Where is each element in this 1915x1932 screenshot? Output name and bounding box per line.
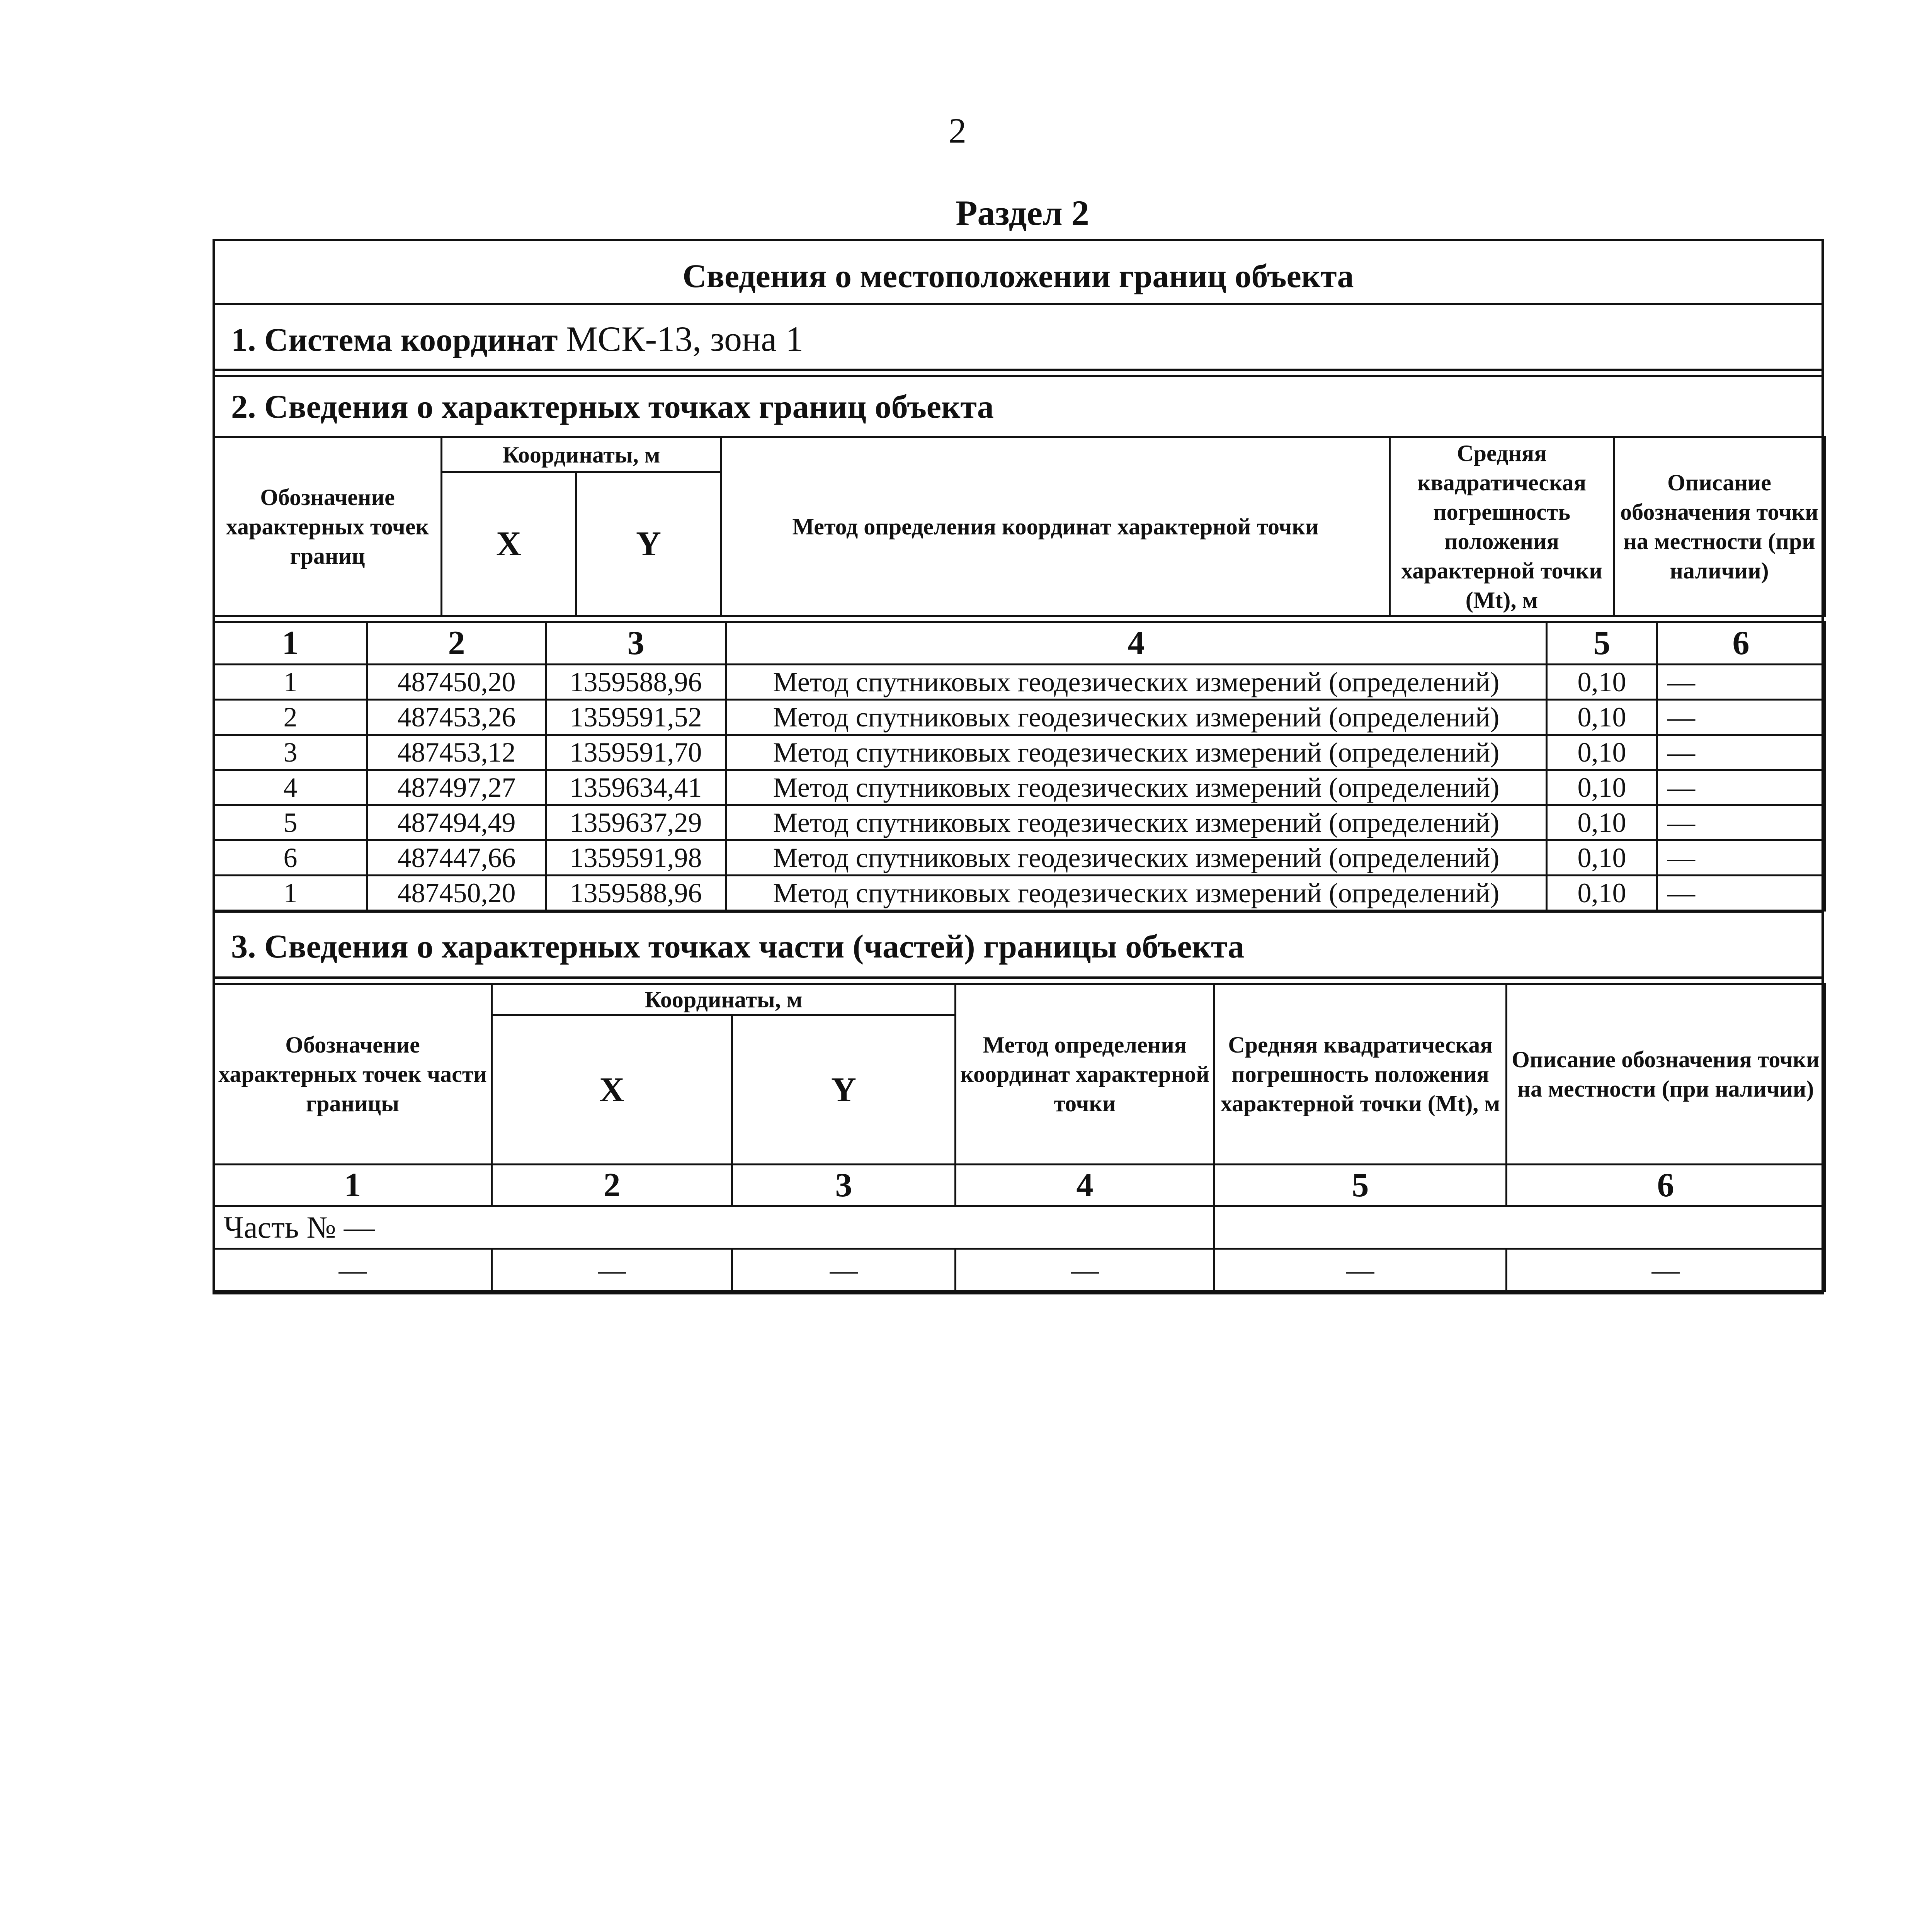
table-row (214, 665, 1825, 700)
point-x: 487450,20 (367, 876, 546, 911)
point-y: 1359634,41 (546, 770, 726, 805)
column-number: 3 (732, 1165, 956, 1206)
section3-header-table (213, 983, 1826, 1292)
header-x: X (442, 472, 576, 616)
column-number: 3 (546, 622, 726, 665)
coord-system-label: 1. Система координат (231, 321, 558, 358)
header-coordinates: Координаты, м (442, 437, 721, 472)
column-number: 6 (1657, 622, 1825, 665)
point-x: 487453,12 (367, 735, 546, 770)
header-x: X (492, 1015, 732, 1165)
column-number: 5 (1214, 1165, 1507, 1206)
table-row (214, 735, 1825, 770)
column-number: 4 (956, 1165, 1214, 1206)
header-y: Y (576, 472, 721, 616)
header-error: Средняя квадратическая погрешность положения характерной точки (Mt), м (1390, 437, 1614, 616)
empty-cell: — (214, 1249, 492, 1291)
point-description: — (1657, 876, 1825, 911)
point-x: 487497,27 (367, 770, 546, 805)
point-description: — (1657, 840, 1825, 876)
point-error: 0,10 (1547, 840, 1657, 876)
header-designation: Обозначение характерных точек части границы (214, 984, 492, 1165)
header-method: Метод определения координат характерной точки (956, 984, 1214, 1165)
column-number: 1 (214, 622, 367, 665)
table-row (214, 805, 1825, 840)
point-number: 2 (214, 700, 367, 735)
point-x: 487447,66 (367, 840, 546, 876)
point-y: 1359591,70 (546, 735, 726, 770)
column-number: 5 (1547, 622, 1657, 665)
point-x: 487494,49 (367, 805, 546, 840)
section-title: Раздел 2 (956, 193, 1089, 233)
point-error: 0,10 (1547, 770, 1657, 805)
column-number: 2 (492, 1165, 732, 1206)
header-coordinates: Координаты, м (492, 984, 956, 1015)
column-number: 4 (726, 622, 1547, 665)
point-description: — (1657, 805, 1825, 840)
table-row (214, 876, 1825, 911)
header-method: Метод определения координат характерной точки (721, 437, 1390, 616)
header-designation: Обозначение характерных точек границ (214, 437, 442, 616)
point-number: 1 (214, 665, 367, 700)
section2-points-table (213, 621, 1826, 912)
section2-header-table (213, 436, 1826, 617)
point-y: 1359588,96 (546, 665, 726, 700)
point-error: 0,10 (1547, 735, 1657, 770)
point-method: Метод спутниковых геодезических измерений (определений) (726, 700, 1547, 735)
point-y: 1359591,52 (546, 700, 726, 735)
header-error: Средняя квадратическая погрешность положения характерной точки (Mt), м (1214, 984, 1507, 1165)
point-y: 1359588,96 (546, 876, 726, 911)
empty-cell: — (956, 1249, 1214, 1291)
empty-cell: — (732, 1249, 956, 1291)
header-description: Описание обозначения точки на местности (при наличии) (1507, 984, 1825, 1165)
divider (215, 375, 1821, 377)
point-description: — (1657, 770, 1825, 805)
point-y: 1359591,98 (546, 840, 726, 876)
point-method: Метод спутниковых геодезических измерений (определений) (726, 805, 1547, 840)
header-y: Y (732, 1015, 956, 1165)
empty-cell: — (1214, 1249, 1507, 1291)
point-method: Метод спутниковых геодезических измерений (определений) (726, 876, 1547, 911)
frame-title: Сведения о местоположении границ объекта (682, 257, 1354, 294)
point-x: 487450,20 (367, 665, 546, 700)
point-error: 0,10 (1547, 876, 1657, 911)
table-row (214, 700, 1825, 735)
point-description: — (1657, 735, 1825, 770)
point-error: 0,10 (1547, 665, 1657, 700)
point-error: 0,10 (1547, 700, 1657, 735)
location-frame (213, 239, 1824, 1294)
point-number: 6 (214, 840, 367, 876)
point-number: 4 (214, 770, 367, 805)
table-row (214, 840, 1825, 876)
point-method: Метод спутниковых геодезических измерений (определений) (726, 665, 1547, 700)
divider (215, 910, 1821, 913)
table-row (214, 770, 1825, 805)
point-method: Метод спутниковых геодезических измерений (определений) (726, 840, 1547, 876)
divider (215, 976, 1821, 979)
divider (215, 369, 1821, 371)
empty-cell: — (1507, 1249, 1825, 1291)
point-description: — (1657, 700, 1825, 735)
empty-cell: — (492, 1249, 732, 1291)
section2-title: 2. Сведения о характерных точках границ объекта (231, 388, 994, 425)
page-number: 2 (949, 111, 966, 150)
point-x: 487453,26 (367, 700, 546, 735)
point-y: 1359637,29 (546, 805, 726, 840)
point-description: — (1657, 665, 1825, 700)
table-row (214, 1249, 1825, 1291)
coord-system (231, 318, 803, 359)
point-number: 3 (214, 735, 367, 770)
column-number: 6 (1507, 1165, 1825, 1206)
point-method: Метод спутниковых геодезических измерений (определений) (726, 770, 1547, 805)
point-number: 1 (214, 876, 367, 911)
header-description: Описание обозначения точки на местности (при наличии) (1614, 437, 1825, 616)
point-number: 5 (214, 805, 367, 840)
section3-title: 3. Сведения о характерных точках части (частей) границы объекта (231, 928, 1245, 965)
point-error: 0,10 (1547, 805, 1657, 840)
point-method: Метод спутниковых геодезических измерений (определений) (726, 735, 1547, 770)
part-label: Часть № — (214, 1206, 1214, 1249)
coord-system-value: МСК-13, зона 1 (566, 319, 804, 359)
column-number: 2 (367, 622, 546, 665)
divider (215, 303, 1821, 305)
part-empty (1214, 1206, 1825, 1249)
column-number: 1 (214, 1165, 492, 1206)
